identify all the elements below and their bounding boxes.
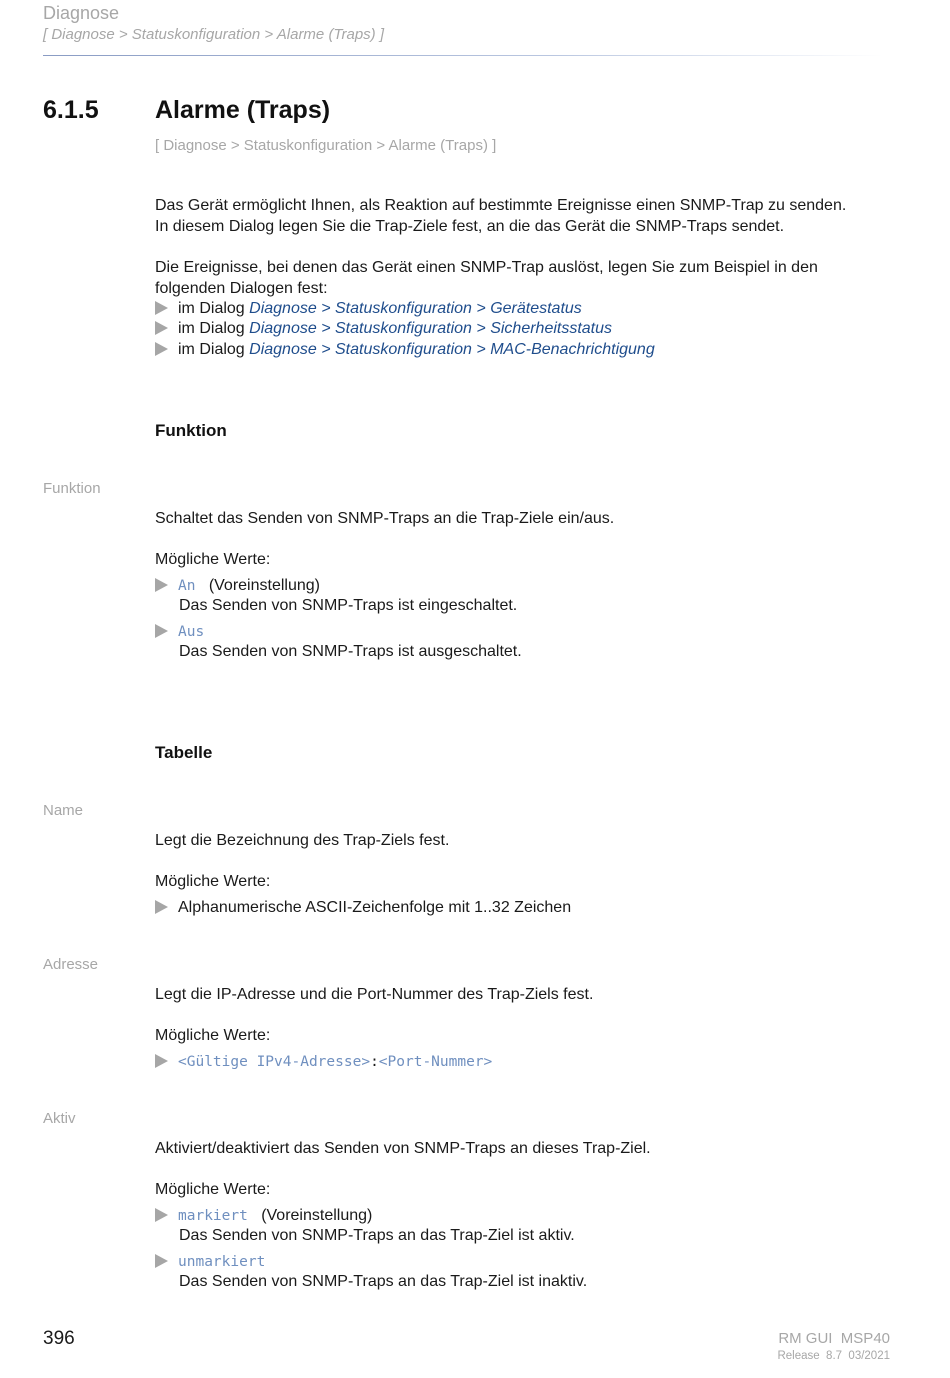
bullet-triangle-icon	[155, 342, 168, 356]
funktion-possible-values-label: Mögliche Werte:	[155, 551, 271, 568]
funktion-value-an	[155, 576, 320, 597]
dialog-link-geraetestatus[interactable]: Diagnose > Statuskonfiguration > Gerätestatus	[249, 300, 582, 317]
bullet-triangle-icon	[155, 1254, 168, 1268]
intro-bullet-2	[155, 319, 612, 340]
aktiv-side-label: Aktiv	[43, 1110, 76, 1127]
adresse-possible-values-label: Mögliche Werte:	[155, 1027, 271, 1044]
footer-release: Release 8.7 03/2021	[777, 1350, 890, 1362]
intro-p1-line2: In diesem Dialog legen Sie die Trap-Ziele fest, an die das Gerät die SNMP-Traps sendet.	[155, 217, 785, 235]
bullet-triangle-icon	[155, 1054, 168, 1068]
funktion-value-aus	[155, 622, 204, 643]
value-code: unmarkiert	[178, 1254, 266, 1270]
name-description: Legt die Bezeichnung des Trap-Ziels fest.	[155, 832, 450, 849]
value-code: An	[178, 578, 196, 594]
intro-paragraph-1	[155, 196, 900, 237]
footer-product: RM GUI MSP40	[778, 1330, 890, 1347]
dialog-link-sicherheitsstatus[interactable]: Diagnose > Statuskonfiguration > Sicherheitsstatus	[249, 320, 613, 337]
bullet-triangle-icon	[155, 900, 168, 914]
bullet-triangle-icon	[155, 578, 168, 592]
value-default-note: (Voreinstellung)	[261, 1207, 373, 1224]
intro-p1-line1: Das Gerät ermöglicht Ihnen, als Reaktion auf bestimmte Ereignisse einen SNMP-Trap zu senden.	[155, 197, 847, 214]
section-breadcrumb: [ Diagnose > Statuskonfiguration > Alarme (Traps) ]	[155, 137, 497, 154]
value-default-note: (Voreinstellung)	[208, 577, 320, 594]
funktion-value-an-desc: Das Senden von SNMP-Traps ist eingeschaltet.	[179, 597, 518, 614]
aktiv-value-unmarkiert-desc: Das Senden von SNMP-Traps an das Trap-Ziel ist inaktiv.	[179, 1273, 588, 1290]
value-code: markiert	[178, 1208, 248, 1224]
adresse-side-label: Adresse	[43, 956, 99, 973]
bullet-triangle-icon	[155, 301, 168, 315]
bullet-prefix: im Dialog	[178, 320, 245, 337]
intro-bullet-3	[155, 340, 655, 361]
intro-p2-line2: folgenden Dialogen fest:	[155, 279, 328, 297]
name-possible-values-label: Mögliche Werte:	[155, 873, 271, 890]
aktiv-value-markiert	[155, 1206, 372, 1227]
adresse-value	[155, 1052, 492, 1073]
value-text: Alphanumerische ASCII-Zeichenfolge mit 1..32 Zeichen	[178, 899, 572, 916]
value-separator: :	[370, 1054, 379, 1070]
funktion-description: Schaltet das Senden von SNMP-Traps an die Trap-Ziele ein/aus.	[155, 510, 615, 527]
bullet-prefix: im Dialog	[178, 341, 245, 358]
ipv4-placeholder: <Gültige IPv4-Adresse>	[178, 1054, 371, 1070]
bullet-prefix: im Dialog	[178, 300, 245, 317]
tabelle-heading: Tabelle	[155, 743, 213, 762]
port-placeholder: <Port-Nummer>	[378, 1054, 493, 1070]
running-header-path: [ Diagnose > Statuskonfiguration > Alarme (Traps) ]	[43, 26, 384, 43]
bullet-triangle-icon	[155, 321, 168, 335]
aktiv-value-unmarkiert	[155, 1252, 265, 1273]
name-side-label: Name	[43, 802, 84, 819]
section-number: 6.1.5	[43, 96, 99, 124]
bullet-triangle-icon	[155, 1208, 168, 1222]
running-header-title: Diagnose	[43, 3, 120, 23]
value-code: Aus	[178, 624, 205, 640]
funktion-side-label: Funktion	[43, 480, 101, 497]
section-title: Alarme (Traps)	[155, 96, 331, 124]
intro-p2-line1: Die Ereignisse, bei denen das Gerät einen SNMP-Trap auslöst, legen Sie zum Beispiel in den	[155, 259, 818, 276]
dialog-link-mac-benachrichtigung[interactable]: Diagnose > Statuskonfiguration > MAC-Benachrichtigung	[249, 341, 655, 358]
intro-bullet-1	[155, 299, 582, 320]
aktiv-description: Aktiviert/deaktiviert das Senden von SNMP-Traps an dieses Trap-Ziel.	[155, 1140, 651, 1157]
aktiv-possible-values-label: Mögliche Werte:	[155, 1181, 271, 1198]
funktion-value-aus-desc: Das Senden von SNMP-Traps ist ausgeschaltet.	[179, 643, 522, 660]
bullet-triangle-icon	[155, 624, 168, 638]
aktiv-value-markiert-desc: Das Senden von SNMP-Traps an das Trap-Ziel ist aktiv.	[179, 1227, 575, 1244]
intro-paragraph-2	[155, 258, 900, 299]
funktion-heading: Funktion	[155, 421, 227, 440]
adresse-description: Legt die IP-Adresse und die Port-Nummer des Trap-Ziels fest.	[155, 986, 594, 1003]
name-value	[155, 898, 571, 919]
page-number: 396	[43, 1328, 75, 1349]
header-divider	[43, 55, 883, 56]
